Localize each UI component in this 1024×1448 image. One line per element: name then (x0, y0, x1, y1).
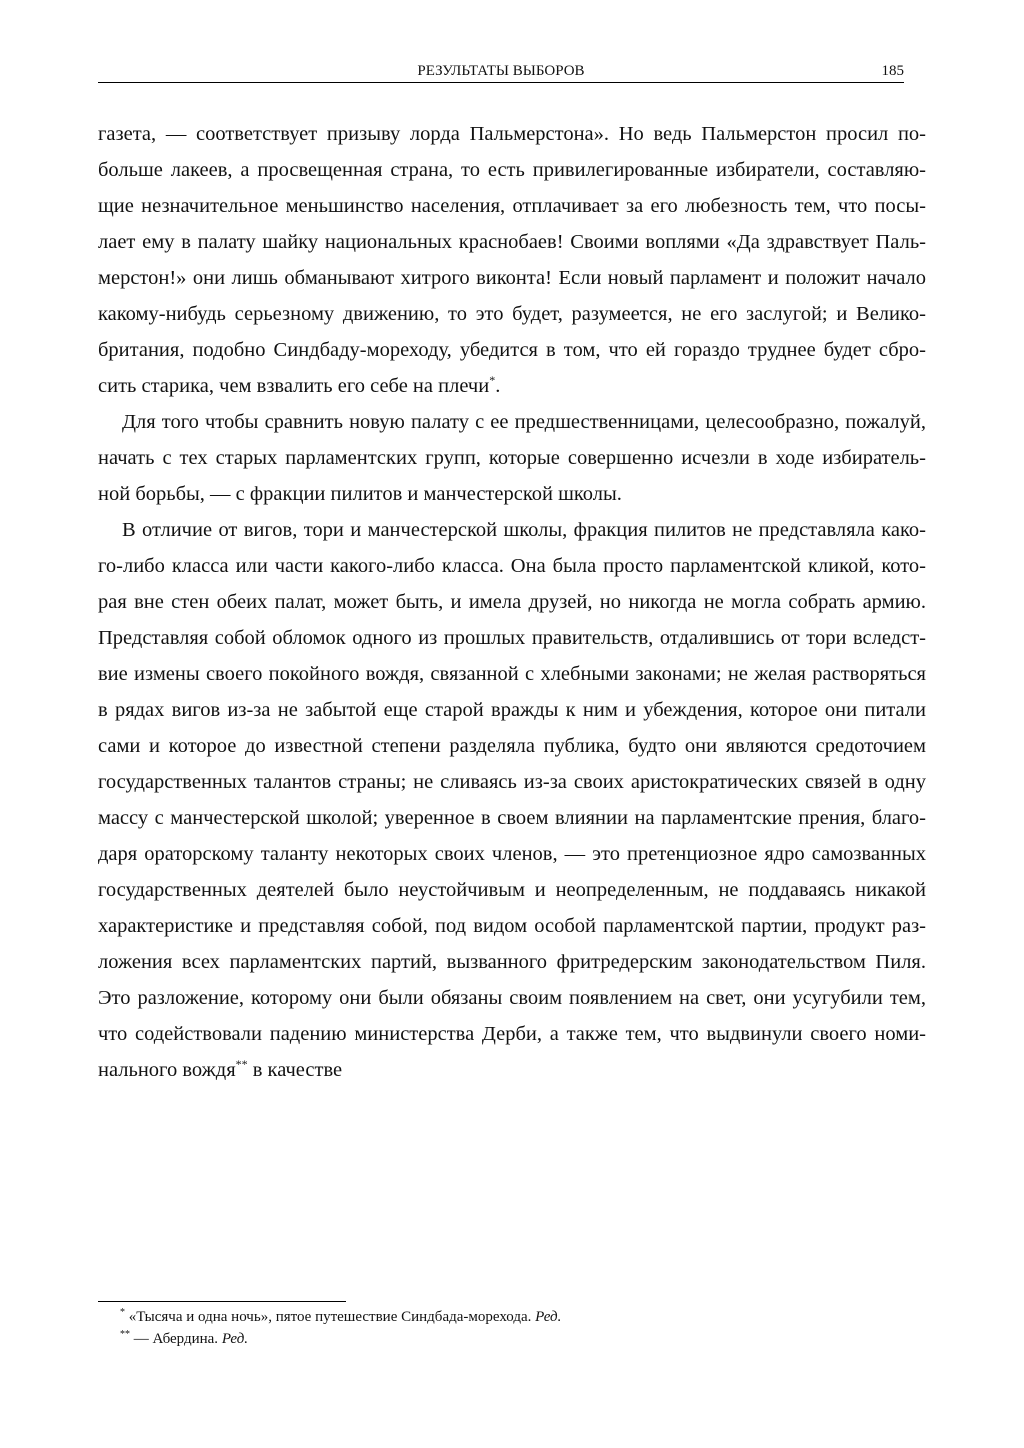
text-line: рая вне стен обеих палат, может быть, и имела друзей, но никогда не могла собрать армию. (98, 591, 926, 613)
text-line-last: ной борьбы, — с фракции пилитов и манчестерской школы. (98, 483, 622, 505)
footnote-divider (98, 1301, 346, 1302)
text-line: мерстон!» они лишь обманывают хитрого виконта! Если новый парламент и положит начало (98, 267, 926, 289)
text-line-tail: . (495, 375, 501, 397)
text-line: что содействовали падению министерства Дерби, а также тем, что выдвинули своего номи- (98, 1023, 926, 1045)
footnote-text: «Тысяча и одна ночь», пятое путешествие Синдбада-морехода. (125, 1309, 536, 1325)
footnote-text: — Абердина. (130, 1331, 222, 1347)
running-header-title: РЕЗУЛЬТАТЫ ВЫБОРОВ (417, 63, 585, 79)
footnote-mark: * (120, 1307, 125, 1318)
body-text (98, 116, 926, 1088)
text-line-tail: в качестве (247, 1059, 343, 1081)
text-line: даря ораторскому таланту некоторых своих членов, — это претенциозное ядро самозванных (98, 843, 926, 865)
text-line-content: сить старика, чем взвалить его себе на плечи (98, 375, 490, 397)
text-line: какому-нибудь серьезному движению, то это будет, разумеется, не его заслугой; и Велико- (98, 303, 926, 325)
text-line: щие незначительное меньшинство населения, отплачивает за его любезность тем, что посы- (98, 195, 926, 217)
text-line: газета, — соответствует призыву лорда Пальмерстона». Но ведь Пальмерстон просил по- (98, 123, 926, 145)
text-line: вие измены своего покойного вождя, связанной с хлебными законами; не желая растворяться (98, 663, 926, 685)
text-line: массу с манчестерской школой; уверенное в своем влиянии на парламентские прения, благо- (98, 807, 926, 829)
text-line: сами и которое до известной степени разделяла публика, будто они являются средоточием (98, 735, 926, 757)
text-line: в рядах вигов из-за не забытой еще старой вражды к ним и убеждения, которое они питали (98, 699, 926, 721)
paragraph-3 (98, 512, 926, 1088)
text-line: В отличие от вигов, тори и манчестерской школы, фракция пилитов не представляла како- (122, 519, 926, 541)
text-line: лает ему в палату шайку национальных краснобаев! Своими воплями «Да здравствует Паль- (98, 231, 926, 253)
footnote-editor: Ред. (221, 1331, 249, 1347)
text-line: начать с тех старых парламентских групп, которые совершенно исчезли в ходе избиратель- (98, 447, 926, 469)
text-line: Для того чтобы сравнить новую палату с ее предшественницами, целесообразно, пожалуй, (122, 411, 926, 433)
text-line: характеристике и представляя собой, под видом особой парламентской партии, продукт раз- (98, 915, 926, 937)
text-line: Это разложение, которому они были обязаны своим появлением на свет, они усугубили тем, (98, 987, 926, 1009)
footnote-editor: Ред. (535, 1309, 562, 1325)
running-header (98, 60, 904, 83)
paragraph-2 (98, 404, 926, 512)
footnote-reference: ** (235, 1057, 248, 1072)
text-line: британия, подобно Синдбаду-мореходу, убедится в том, что ей гораздо труднее будет сбро- (98, 339, 926, 361)
footnote-reference: * (489, 373, 496, 388)
text-line: государственных деятелей было неустойчивым и неопределенным, не поддаваясь никакой (98, 879, 926, 901)
page-number: 185 (881, 63, 904, 79)
paragraph-1 (98, 116, 926, 404)
text-line: государственных талантов страны; не сливаясь из-за своих аристократических связей в одну (98, 771, 926, 793)
text-line: Представляя собой обломок одного из прошлых правительств, отдалившись от тори вследст- (98, 627, 926, 649)
footnote-2 (120, 1328, 900, 1350)
text-line: ложения всех парламентских партий, вызванного фритредерским законодательством Пиля. (98, 951, 926, 973)
text-line-last (98, 368, 926, 404)
text-line: больше лакеев, а просвещенная страна, то есть привилегированные избиратели, составляю- (98, 159, 926, 181)
footnotes (120, 1306, 900, 1350)
footnote-1 (120, 1306, 900, 1328)
text-line-content: нального вождя (98, 1059, 236, 1081)
text-line-last (98, 1052, 926, 1088)
footnote-mark: ** (120, 1329, 130, 1340)
text-line: го-либо класса или части какого-либо класса. Она была просто парламентской кликой, кото- (98, 555, 926, 577)
